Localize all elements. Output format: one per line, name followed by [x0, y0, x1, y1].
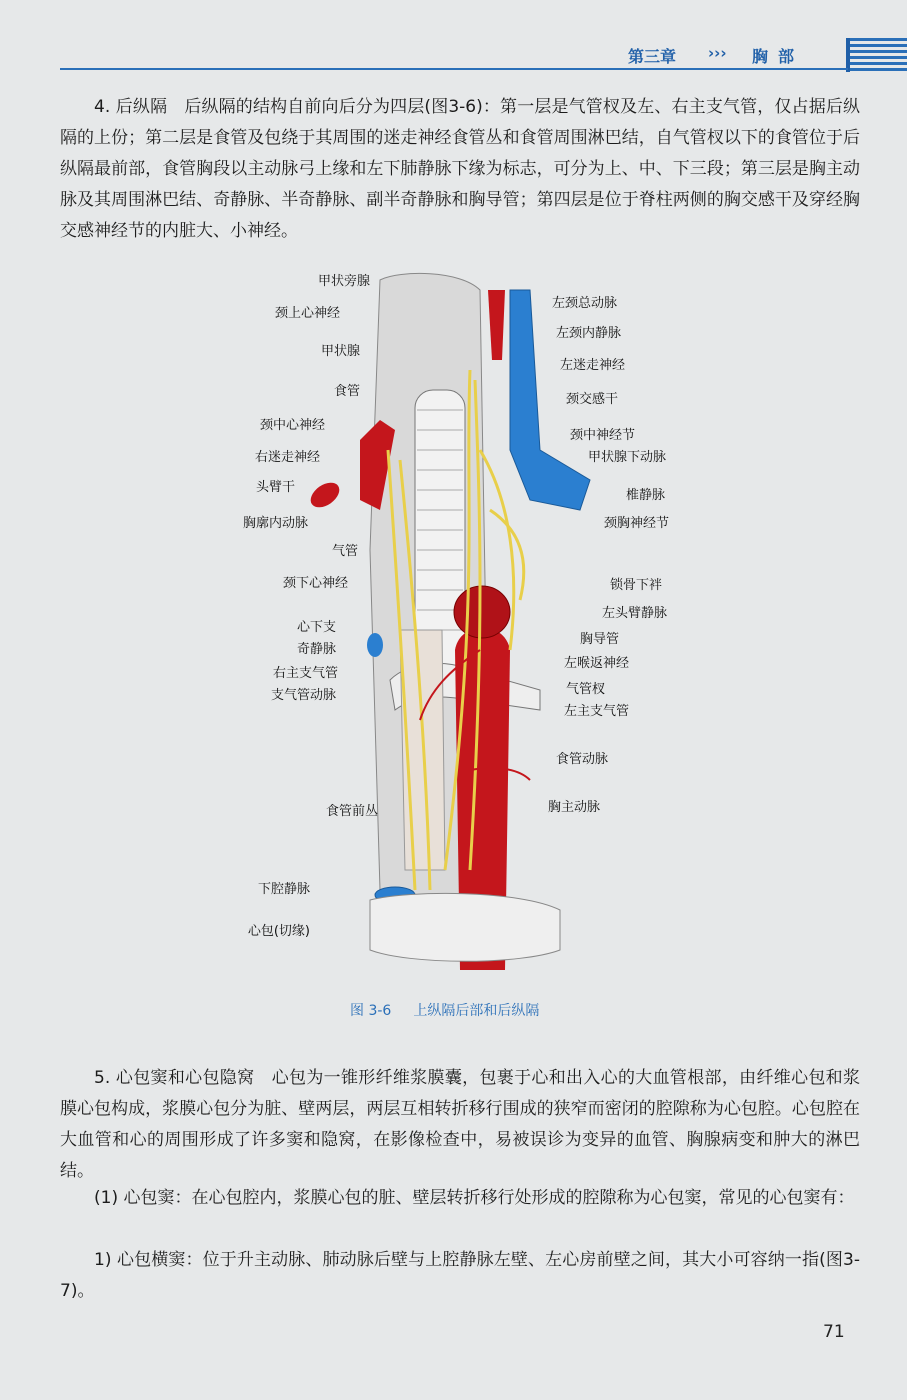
aortic-arch: [454, 586, 510, 638]
header-stripes: [850, 38, 907, 72]
label-left-main-bronchus: 左主支气管: [564, 704, 630, 719]
label-esophageal-artery: 食管动脉: [556, 752, 609, 767]
label-pericardium-cut: 心包(切缘): [247, 924, 310, 939]
pericardium: [370, 893, 560, 961]
label-vertebral-vein: 椎静脉: [626, 488, 666, 503]
label-right-vagus: 右迷走神经: [254, 450, 320, 465]
chapter-title: 第三章: [628, 47, 677, 66]
label-left-internal-jugular: 左颈内静脉: [556, 326, 622, 341]
label-thoracic-duct: 胸导管: [580, 632, 620, 647]
label-ivc: 下腔静脉: [257, 882, 310, 897]
label-esophagus: 食管: [333, 384, 360, 399]
label-thoracic-aorta: 胸主动脉: [548, 800, 601, 815]
label-middle-cardiac-nerve: 颈中心神经: [259, 418, 325, 433]
paragraph-posterior-mediastinum: 4. 后纵隔 后纵隔的结构自前向后分为四层(图3-6)：第一层是气管杈及左、右主支气管，仅占据后纵隔的上份；第二层是食管及包绕于其周围的迷走神经食管丛和食管周围淋巴结，自气管杈以下的食管位于后纵隔最前部，食管胸段以主动脉弓上缘和左下肺静脉下缘为标志，可分为上、中、下三段；第三层是胸主动脉及其周围淋巴结、奇静脉、半奇静脉、副半奇静脉和胸导管；第四层是位于脊柱两侧的胸交感干及穿经胸交感神经节的内脏大、小神经。: [60, 97, 860, 241]
label-left-common-carotid: 左颈总动脉: [552, 296, 618, 311]
label-inferior-cardiac-nerve: 颈下心神经: [282, 576, 348, 591]
left-carotid-artery: [488, 290, 505, 360]
azygos-vein: [367, 633, 383, 657]
label-right-main-bronchus: 右主支气管: [272, 666, 338, 681]
label-cardiac-branch: 心下支: [296, 620, 336, 635]
label-esophageal-plexus: 食管前丛: [325, 804, 378, 819]
label-middle-cervical-ganglion: 颈中神经节: [570, 428, 636, 443]
label-azygos: 奇静脉: [296, 642, 336, 657]
label-left-recurrent-laryngeal: 左喉返神经: [564, 656, 630, 671]
label-tracheal-bifurcation: 气管杈: [566, 682, 606, 697]
header-arrows: ›››: [708, 44, 727, 62]
paragraph-sinus-definition: (1) 心包窦：在心包腔内，浆膜心包的脏、壁层转折移行处形成的腔隙称为心包窦，常见的心包窦有：: [94, 1188, 855, 1208]
label-thyroid: 甲状腺: [320, 344, 360, 359]
section-title: 胸部: [752, 47, 805, 66]
label-internal-thoracic-artery: 胸廓内动脉: [242, 516, 308, 531]
figure-number: 图 3-6: [350, 1003, 392, 1019]
label-parathyroid: 甲状旁腺: [317, 274, 370, 289]
header-rule: [60, 68, 848, 70]
anatomy-figure: [230, 250, 700, 970]
label-inferior-thyroid-artery: 甲状腺下动脉: [588, 450, 667, 465]
label-cervical-sympathetic-trunk: 颈交感干: [566, 392, 619, 407]
paragraph-transverse-sinus: 1) 心包横窦：位于升主动脉、肺动脉后壁与上腔静脉左壁、左心房前壁之间，其大小可容纳一指(图3-7)。: [60, 1250, 860, 1301]
label-bronchial-artery: 支气管动脉: [270, 688, 336, 703]
label-left-brachiocephalic-vein: 左头臂静脉: [602, 606, 668, 621]
page-number: 71: [823, 1322, 845, 1342]
right-subclavian-artery: [306, 478, 344, 513]
label-ansa-subclavia: 锁骨下袢: [610, 578, 663, 593]
label-cervicothoracic-ganglion: 颈胸神经节: [604, 516, 670, 531]
label-trachea: 气管: [331, 544, 358, 559]
figure-caption-text: 上纵隔后部和后纵隔: [413, 1003, 540, 1019]
paragraph-pericardial-sinus: 5. 心包窦和心包隐窝 心包为一锥形纤维浆膜囊，包裹于心和出入心的大血管根部，由纤维心包和浆膜心包构成，浆膜心包分为脏、壁两层，两层互相转折移行围成的狭窄而密闭的腔隙称为心包腔。心包腔在大血管和心的周围形成了许多窦和隐窝，在影像检查中，易被误诊为变异的血管、胸腺病变和肿大的淋巴结。: [60, 1068, 860, 1181]
label-superior-cardiac-nerve: 颈上心神经: [274, 306, 340, 321]
trachea: [415, 390, 465, 670]
label-brachiocephalic-trunk: 头臂干: [255, 480, 295, 495]
figure-caption: [350, 1000, 539, 1020]
label-left-vagus: 左迷走神经: [560, 358, 626, 373]
